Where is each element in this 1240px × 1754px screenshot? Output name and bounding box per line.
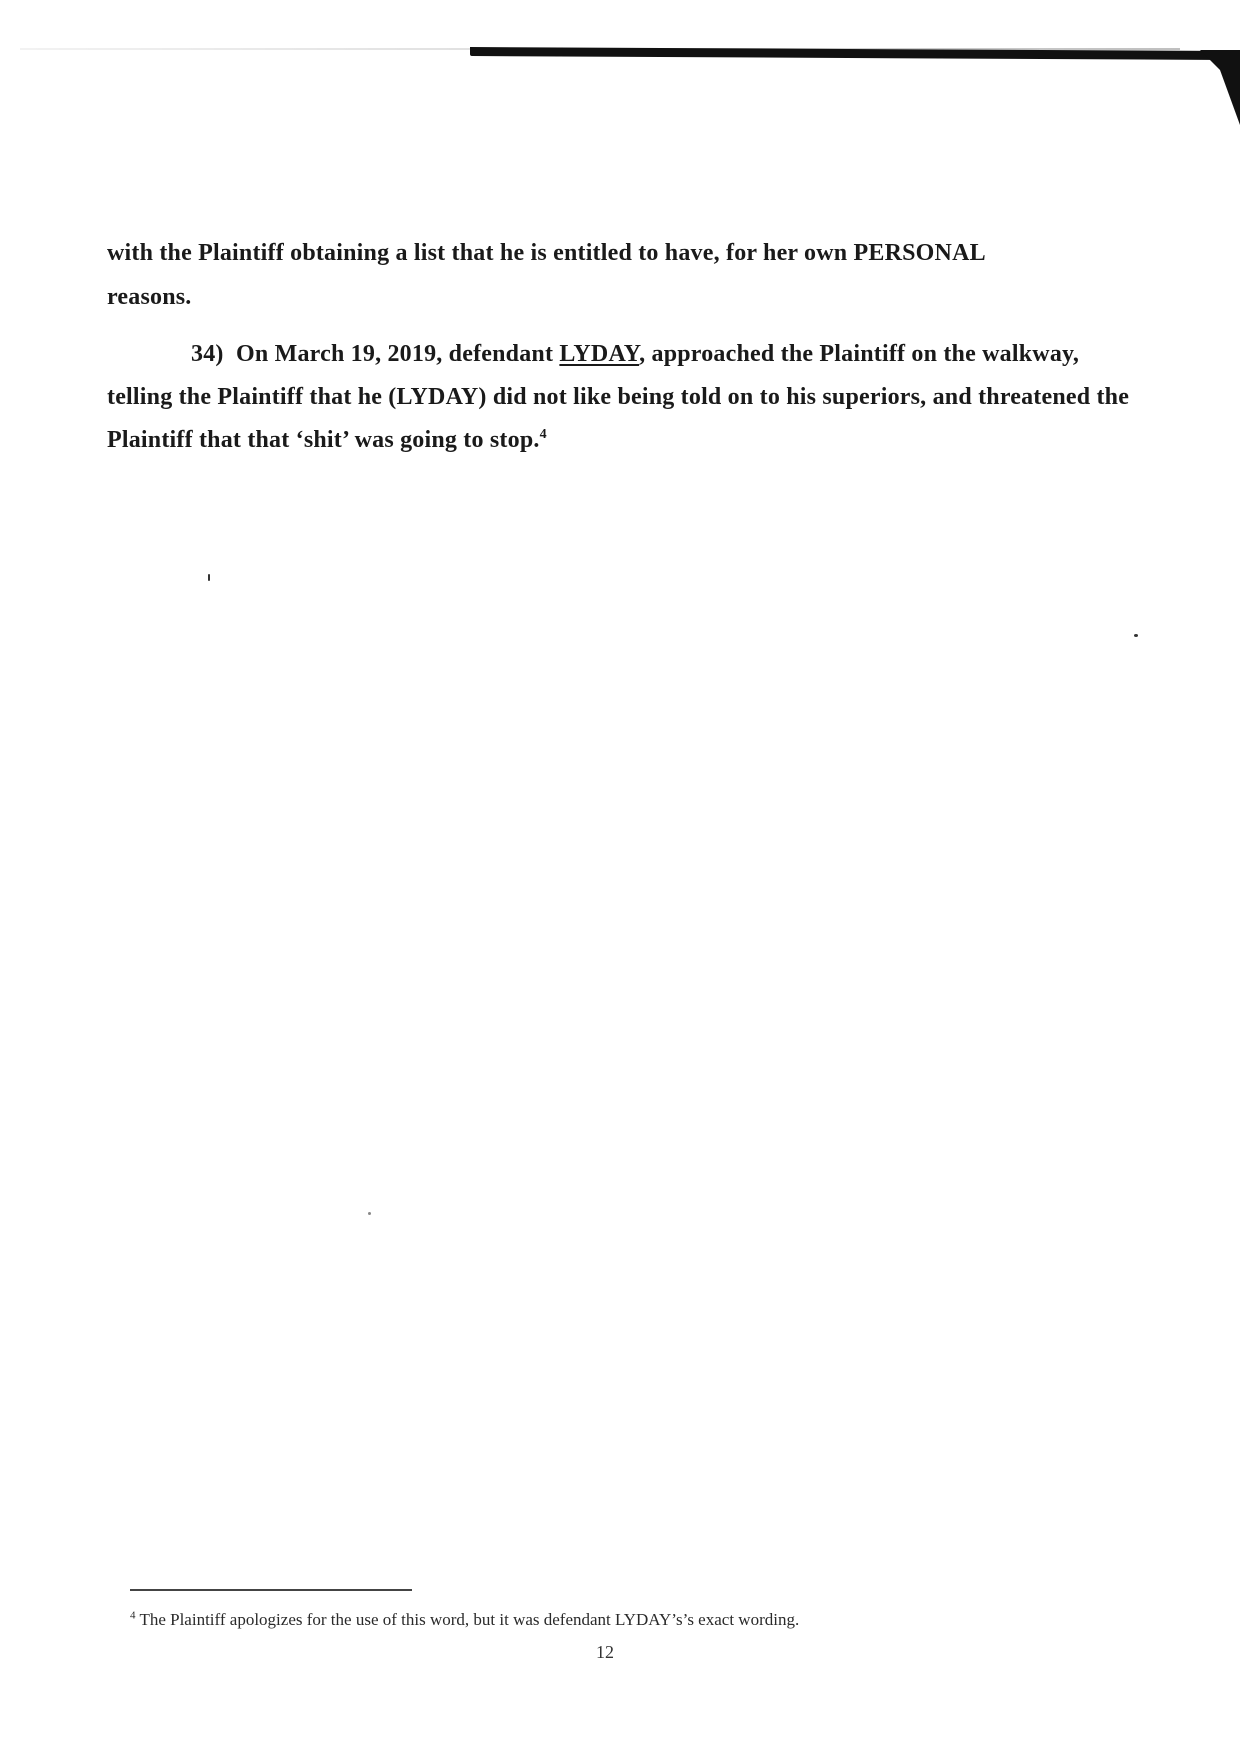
scan-speck	[208, 574, 210, 581]
continued-paragraph-line-2: reasons.	[107, 284, 192, 310]
footnote-separator	[130, 1589, 412, 1591]
scan-corner-fold	[1200, 50, 1240, 125]
footnote-marker: 4	[130, 1609, 136, 1622]
footnote-text: The Plaintiff apologizes for the use of this word, but it was defendant LYDAY’s’s exact wording.	[139, 1610, 800, 1629]
paragraph-text-after-name: , approached the Plaintiff on the walkway, telling the Plaintiff that he (LYDAY) did not like being told on to his superiors, and threatened the Plaintiff that that ‘shit’ was going to stop.	[107, 341, 1130, 453]
paragraph-34	[107, 333, 1137, 462]
scan-speck	[1134, 634, 1138, 637]
scan-speck	[368, 1212, 371, 1215]
page-number: 12	[596, 1642, 614, 1662]
continued-paragraph-line-1: with the Plaintiff obtaining a list that he is entitled to have, for her own PERSONAL	[107, 240, 986, 266]
paragraph-text-before-name: On March 19, 2019, defendant	[236, 341, 554, 367]
defendant-name: LYDAY	[559, 341, 640, 367]
paragraph-number: 34)	[191, 341, 224, 367]
footnote-reference: 4	[539, 427, 547, 442]
footnote	[130, 1609, 1130, 1631]
